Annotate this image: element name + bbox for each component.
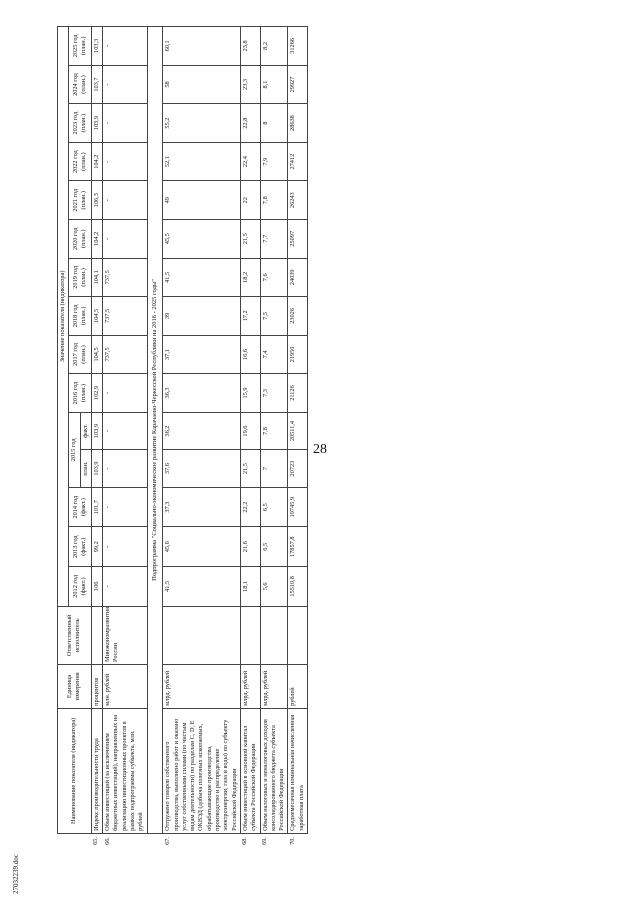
indicator-name: Объем инвестиций в основной капитал субъекта Российской Федерации — [240, 708, 260, 833]
subprogram-row — [147, 27, 163, 849]
value-cell: 6,5 — [260, 487, 288, 527]
table-body — [91, 27, 307, 849]
value-cell: 49 — [163, 181, 241, 220]
indicator-name: Объем инвестиций (за исключением бюджетных инвестиций), направленных на реализацию инвестиционных проектов в рамках подпрограммы субъекта, млн. рублей — [103, 708, 147, 833]
table-row — [163, 27, 241, 849]
value-cell: 8 — [260, 104, 288, 143]
row-number: 70. — [288, 837, 296, 845]
header-number — [58, 833, 92, 848]
value-cell: 7,5 — [260, 297, 288, 336]
header-unit: Единица измерения — [58, 665, 92, 709]
value-cell: 36,2 — [163, 412, 241, 450]
value-cell: 7,8 — [260, 181, 288, 220]
value-cell: 22,4 — [240, 142, 260, 181]
value-cell: 18,1 — [240, 567, 260, 607]
value-cell: - — [103, 65, 147, 104]
value-cell: 25097 — [288, 219, 308, 258]
value-cell: 6,5 — [260, 527, 288, 567]
value-cell: 737,5 — [103, 297, 147, 336]
value-cell: 102,9 — [91, 374, 102, 413]
value-cell: 8,1 — [260, 65, 288, 104]
value-cell: 29927 — [288, 65, 308, 104]
indicator-name: Объем налоговых и неналоговых доходов консолидированного бюджета субъекта Российской Федерации — [260, 708, 288, 833]
header-2015-fact: факт. — [80, 412, 91, 450]
value-cell: 103,3 — [91, 27, 102, 66]
value-cell: 28638 — [288, 104, 308, 143]
header-year: 2013 год (факт.) — [69, 527, 92, 567]
value-cell: - — [103, 412, 147, 450]
value-cell: 104,2 — [91, 219, 102, 258]
value-cell: 737,5 — [103, 335, 147, 374]
header-year: 2018 год (план.) — [69, 297, 92, 336]
value-cell: 7,4 — [260, 335, 288, 374]
header-year: 2022 год (план.) — [69, 142, 92, 181]
page-number: 28 — [313, 442, 327, 457]
header-year: 2016 год (план.) — [69, 374, 92, 413]
header-executor: Ответственный исполнитель — [58, 606, 92, 664]
unit-cell: процентов — [91, 665, 102, 709]
indicator-name: Среднемесячная номинальная начисленная заработная плата — [288, 708, 308, 833]
executor-cell — [260, 606, 288, 664]
value-cell: 7,7 — [260, 219, 288, 258]
table-row — [103, 27, 147, 849]
document-filename: 27032239.doc — [12, 854, 20, 894]
value-cell: 103,7 — [91, 65, 102, 104]
value-cell: 23,8 — [240, 27, 260, 66]
value-cell: 19745,9 — [288, 487, 308, 527]
value-cell: 15510,8 — [288, 567, 308, 607]
row-number: 69. — [261, 837, 269, 845]
row-number: 68. — [241, 837, 249, 845]
value-cell: 7,3 — [260, 374, 288, 413]
value-cell: 20511,4 — [288, 412, 308, 450]
executor-cell — [163, 606, 241, 664]
value-cell: 5,6 — [260, 567, 288, 607]
executor-cell — [288, 606, 308, 664]
subprogram-number-spacer — [147, 833, 163, 848]
value-cell: 17,2 — [240, 297, 260, 336]
value-cell: 103,9 — [91, 104, 102, 143]
header-year: 2017 год (план.) — [69, 335, 92, 374]
value-cell: 45,6 — [163, 527, 241, 567]
value-cell: 17857,8 — [288, 527, 308, 567]
table-row — [91, 27, 102, 849]
header-year-2015: 2015 год — [69, 412, 80, 487]
value-cell: - — [103, 104, 147, 143]
value-cell: 106,3 — [91, 181, 102, 220]
value-cell: - — [103, 487, 147, 527]
header-year: 2024 год (план.) — [69, 65, 92, 104]
value-cell: 21950 — [288, 335, 308, 374]
value-cell: 37,1 — [163, 335, 241, 374]
header-values-group: Значение показателя (индикатора) — [58, 27, 69, 607]
value-cell: 20723 — [288, 450, 308, 488]
value-cell: - — [103, 374, 147, 413]
value-cell: 19,6 — [240, 412, 260, 450]
value-cell: - — [103, 527, 147, 567]
value-cell: 23026 — [288, 297, 308, 336]
value-cell: 22,8 — [240, 104, 260, 143]
value-cell: 23,3 — [240, 65, 260, 104]
header-year: 2025 год (план.) — [69, 27, 92, 66]
indicator-table — [57, 26, 308, 848]
value-cell: 60,1 — [163, 27, 241, 66]
indicator-name: Отгружено товаров собственного производства, выполнено работ и оказано услуг собственными силами (по чистым видам деятельности) по разделам C, D, E ОКВЭД (добыча полезных ископаемых, обрабатывающие производства, производство и распределение электроэнергии, газа и воды) по субъекту Российской Федерации — [163, 708, 241, 833]
value-cell: 104,5 — [91, 335, 102, 374]
value-cell: 41,5 — [163, 258, 241, 297]
header-year: 2021 год (план.) — [69, 181, 92, 220]
value-cell: 31266 — [288, 27, 308, 66]
header-year: 2019 год (план.) — [69, 258, 92, 297]
header-year: 2023 год (план.) — [69, 104, 92, 143]
value-cell: 39 — [163, 297, 241, 336]
table-row — [260, 27, 288, 849]
header-year: 2014 год (факт.) — [69, 487, 92, 527]
value-cell: 21,6 — [240, 527, 260, 567]
subprogram-title: Подпрограмма "Социально-экономическое развитие Карачаево-Черкесской Республики на 2016 - 2025 годы" — [147, 27, 163, 834]
unit-cell: млн. рублей — [103, 665, 147, 709]
value-cell: - — [103, 450, 147, 488]
value-cell: - — [103, 27, 147, 66]
header-year: 2020 год (план.) — [69, 219, 92, 258]
value-cell: 16,6 — [240, 335, 260, 374]
value-cell: 8,2 — [260, 27, 288, 66]
value-cell: 101,7 — [91, 487, 102, 527]
value-cell: 104,5 — [91, 297, 102, 336]
value-cell: 58 — [163, 65, 241, 104]
value-cell: 52,1 — [163, 142, 241, 181]
value-cell: 7 — [260, 450, 288, 488]
value-cell: 36,3 — [163, 374, 241, 413]
value-cell: 18,2 — [240, 258, 260, 297]
value-cell: 22 — [240, 181, 260, 220]
value-cell: 7,9 — [260, 142, 288, 181]
value-cell: - — [103, 142, 147, 181]
row-number: 67. — [163, 837, 171, 845]
indicator-name: Индекс производительности труда — [91, 708, 102, 833]
header-2015-plan: план. — [80, 450, 91, 488]
value-cell: 24039 — [288, 258, 308, 297]
unit-cell: млрд. рублей — [163, 665, 241, 709]
value-cell: 15,9 — [240, 374, 260, 413]
value-cell: 7,8 — [260, 412, 288, 450]
value-cell: 106 — [91, 567, 102, 607]
value-cell: 21,5 — [240, 450, 260, 488]
value-cell: 7,6 — [260, 258, 288, 297]
value-cell: 21126 — [288, 374, 308, 413]
row-number: 66. — [103, 837, 111, 845]
header-year: 2012 год (факт.) — [69, 567, 92, 607]
value-cell: 22,2 — [240, 487, 260, 527]
value-cell: 45,5 — [163, 219, 241, 258]
value-cell: - — [103, 567, 147, 607]
executor-cell: Минэкономразвития России — [103, 606, 147, 664]
table-row — [240, 27, 260, 849]
value-cell: - — [103, 181, 147, 220]
row-number: 65. — [92, 837, 100, 845]
executor-cell — [240, 606, 260, 664]
value-cell: 104,1 — [91, 258, 102, 297]
indicator-table-rotated — [57, 26, 572, 848]
header-indicator-name: Наименование показателя (индикатора) — [58, 708, 92, 833]
value-cell: 99,2 — [91, 527, 102, 567]
unit-cell: млрд. рублей — [240, 665, 260, 709]
header-row-1 — [58, 27, 69, 849]
value-cell: 27412 — [288, 142, 308, 181]
value-cell: 37,6 — [163, 450, 241, 488]
value-cell: - — [103, 219, 147, 258]
value-cell: 37,3 — [163, 487, 241, 527]
value-cell: 103,9 — [91, 450, 102, 488]
unit-cell: рублей — [288, 665, 308, 709]
unit-cell: млрд. рублей — [260, 665, 288, 709]
value-cell: 21,5 — [240, 219, 260, 258]
value-cell: 104,2 — [91, 142, 102, 181]
value-cell: 55,2 — [163, 104, 241, 143]
executor-cell — [91, 606, 102, 664]
value-cell: 103,9 — [91, 412, 102, 450]
value-cell: 26243 — [288, 181, 308, 220]
table-row — [288, 27, 308, 849]
value-cell: 737,5 — [103, 258, 147, 297]
value-cell: 41,5 — [163, 567, 241, 607]
